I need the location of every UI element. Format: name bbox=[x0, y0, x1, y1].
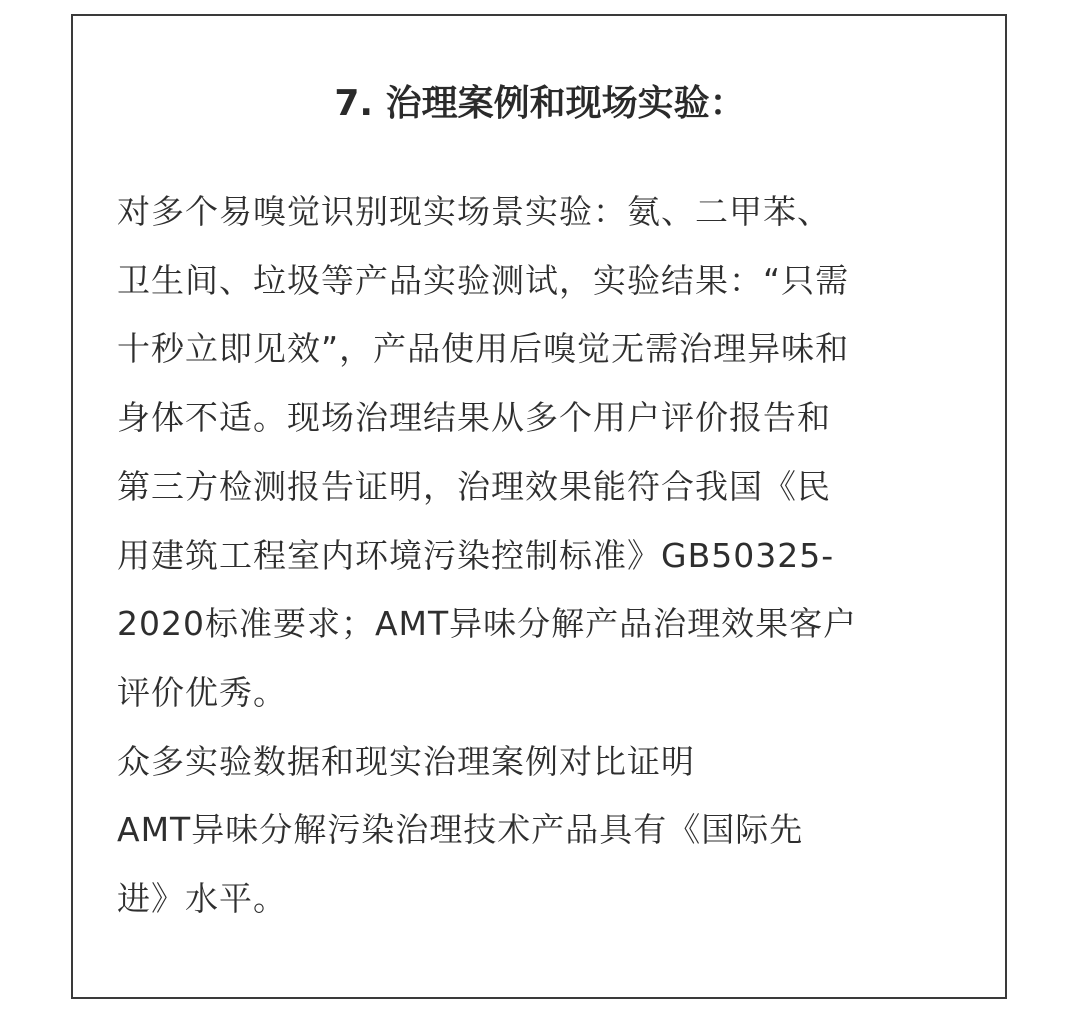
body-line: 进》水平。 bbox=[117, 879, 287, 919]
body-line: 评价优秀。 bbox=[117, 672, 287, 712]
body-line: 2020标准要求；AMT异味分解产品治理效果客户 bbox=[117, 604, 858, 644]
body-line: 第三方检测报告证明，治理效果能符合我国《民 bbox=[117, 466, 831, 506]
section-title: 7. 治理案例和现场实验： bbox=[334, 83, 746, 124]
body-line: AMT异味分解污染治理技术产品具有《国际先 bbox=[117, 810, 804, 850]
body-line: 对多个易嗅觉识别现实场景实验：氨、二甲苯、 bbox=[117, 192, 831, 231]
body-line: 众多实验数据和现实治理案例对比证明 bbox=[117, 741, 695, 781]
body-line: 十秒立即见效”，产品使用后嗅觉无需治理异味和 bbox=[117, 329, 850, 369]
body-line: 身体不适。现场治理结果从多个用户评价报告和 bbox=[117, 398, 831, 438]
body-text bbox=[117, 178, 967, 934]
body-line: 卫生间、垃圾等产品实验测试，实验结果：“只需 bbox=[117, 260, 850, 300]
body-line: 用建筑工程室内环境污染控制标准》GB50325- bbox=[117, 535, 835, 575]
